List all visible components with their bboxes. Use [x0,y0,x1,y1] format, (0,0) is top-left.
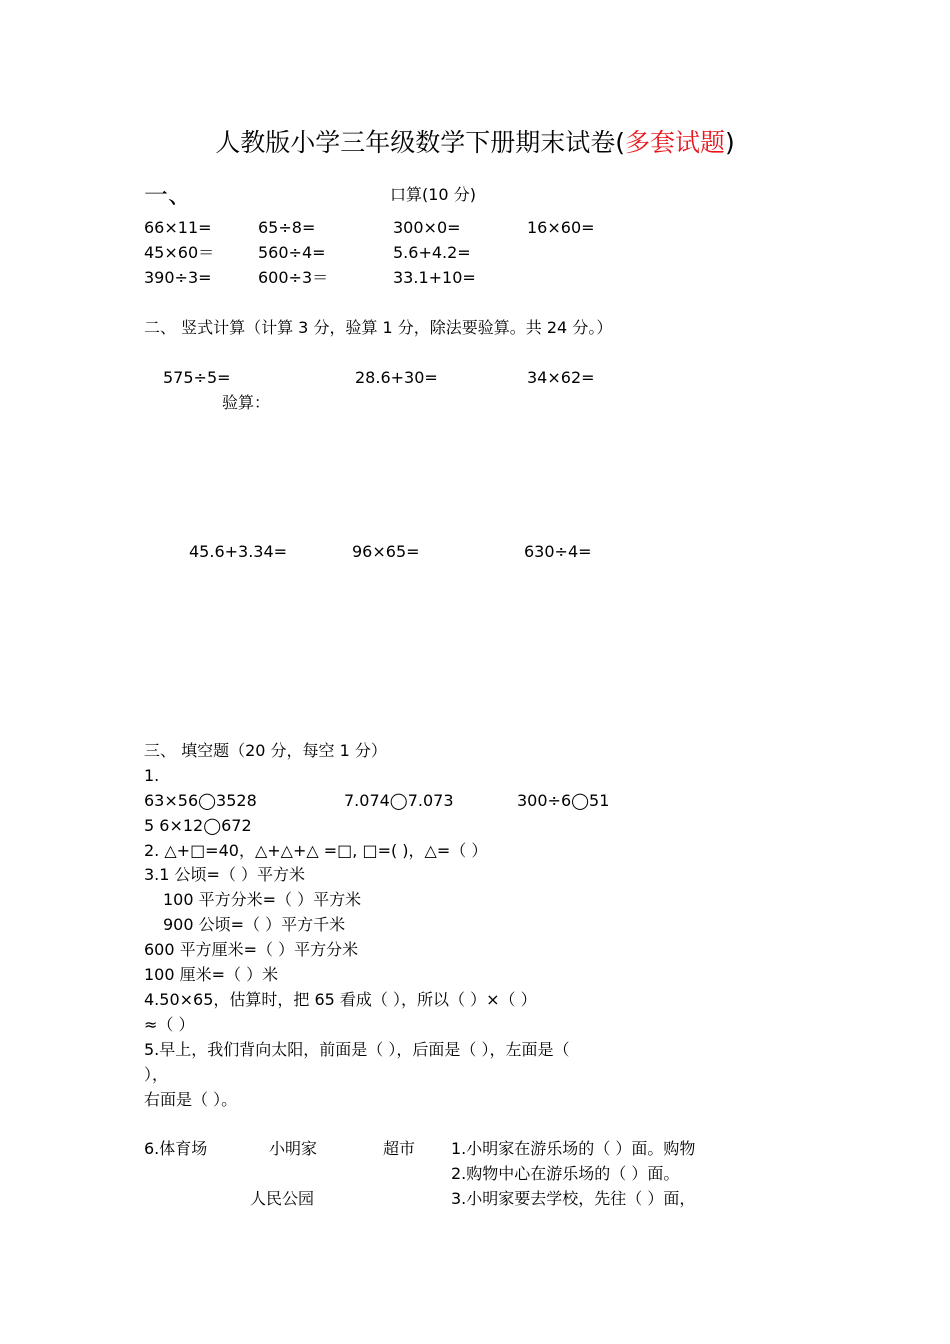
question-2: 2. △+□=40，△+△+△ =□, □=( )，△=（ ） [144,841,488,860]
question-6-sub: 1.小明家在游乐场的（ ）面。购物 [451,1139,696,1158]
section-1-number: 一、 [144,181,192,209]
section-3-heading: 三、 填空题（20 分，每空 1 分） [144,741,387,760]
oral-item: 66×11= [144,218,212,237]
vertical-calc-item: 34×62= [527,368,595,387]
section-1-heading: 口算(10 分) [390,185,476,204]
compare-item: 5 6×12◯672 [144,816,252,835]
map-label-stadium: 6.体育场 [144,1139,208,1158]
oral-item: 390÷3= [144,268,212,287]
oral-item: 300×0= [393,218,461,237]
section-2-heading: 二、 竖式计算（计算 3 分，验算 1 分，除法要验算。共 24 分。） [144,318,613,337]
compare-item: 300÷6◯51 [517,791,610,810]
vertical-calc-item: 96×65= [352,542,420,561]
question-3-line: 100 厘米=（ ）米 [144,965,279,984]
question-5-line: 5.早上，我们背向太阳，前面是（ ），后面是（ ），左面是（ [144,1040,570,1059]
map-label-park: 人民公园 [250,1189,315,1208]
question-4-line: 4.50×65，估算时，把 65 看成（ ），所以（ ）×（ ） [144,990,537,1009]
page-title: 人教版小学三年级数学下册期末试卷(多套试题) [215,128,735,157]
question-4-line: ≈（ ） [144,1015,195,1034]
vertical-calc-item: 45.6+3.34= [189,542,288,561]
oral-item: 45×60＝ [144,243,215,262]
vertical-calc-item: 630÷4= [524,542,592,561]
question-3-line: 900 公顷=（ ）平方千米 [163,915,346,934]
question-3-line: 3.1 公顷=（ ）平方米 [144,865,306,884]
question-3-line: 100 平方分米=（ ）平方米 [163,890,362,909]
title-highlight: 多套试题 [625,128,726,157]
oral-item: 33.1+10= [393,268,476,287]
vertical-calc-item: 28.6+30= [355,368,438,387]
oral-item: 5.6+4.2= [393,243,471,262]
question-5-line: 右面是（ ）。 [144,1090,238,1109]
compare-item: 7.074◯7.073 [344,791,454,810]
question-number: 1. [144,766,160,785]
question-3-line: 600 平方厘米=（ ）平方分米 [144,940,359,959]
oral-item: 65÷8= [258,218,316,237]
vertical-calc-item: 575÷5= [163,368,231,387]
oral-item: 560÷4= [258,243,326,262]
oral-item: 16×60= [527,218,595,237]
oral-item: 600÷3＝ [258,268,329,287]
question-6-sub: 3.小明家要去学校，先往（ ）面， [451,1189,696,1208]
check-label: 验算： [222,393,271,412]
compare-item: 63×56◯3528 [144,791,257,810]
question-5-line: ）， [144,1065,169,1084]
question-6-sub: 2.购物中心在游乐场的（ ）面。 [451,1164,680,1183]
map-label-supermarket: 超市 [383,1139,416,1158]
map-label-home: 小明家 [269,1139,318,1158]
